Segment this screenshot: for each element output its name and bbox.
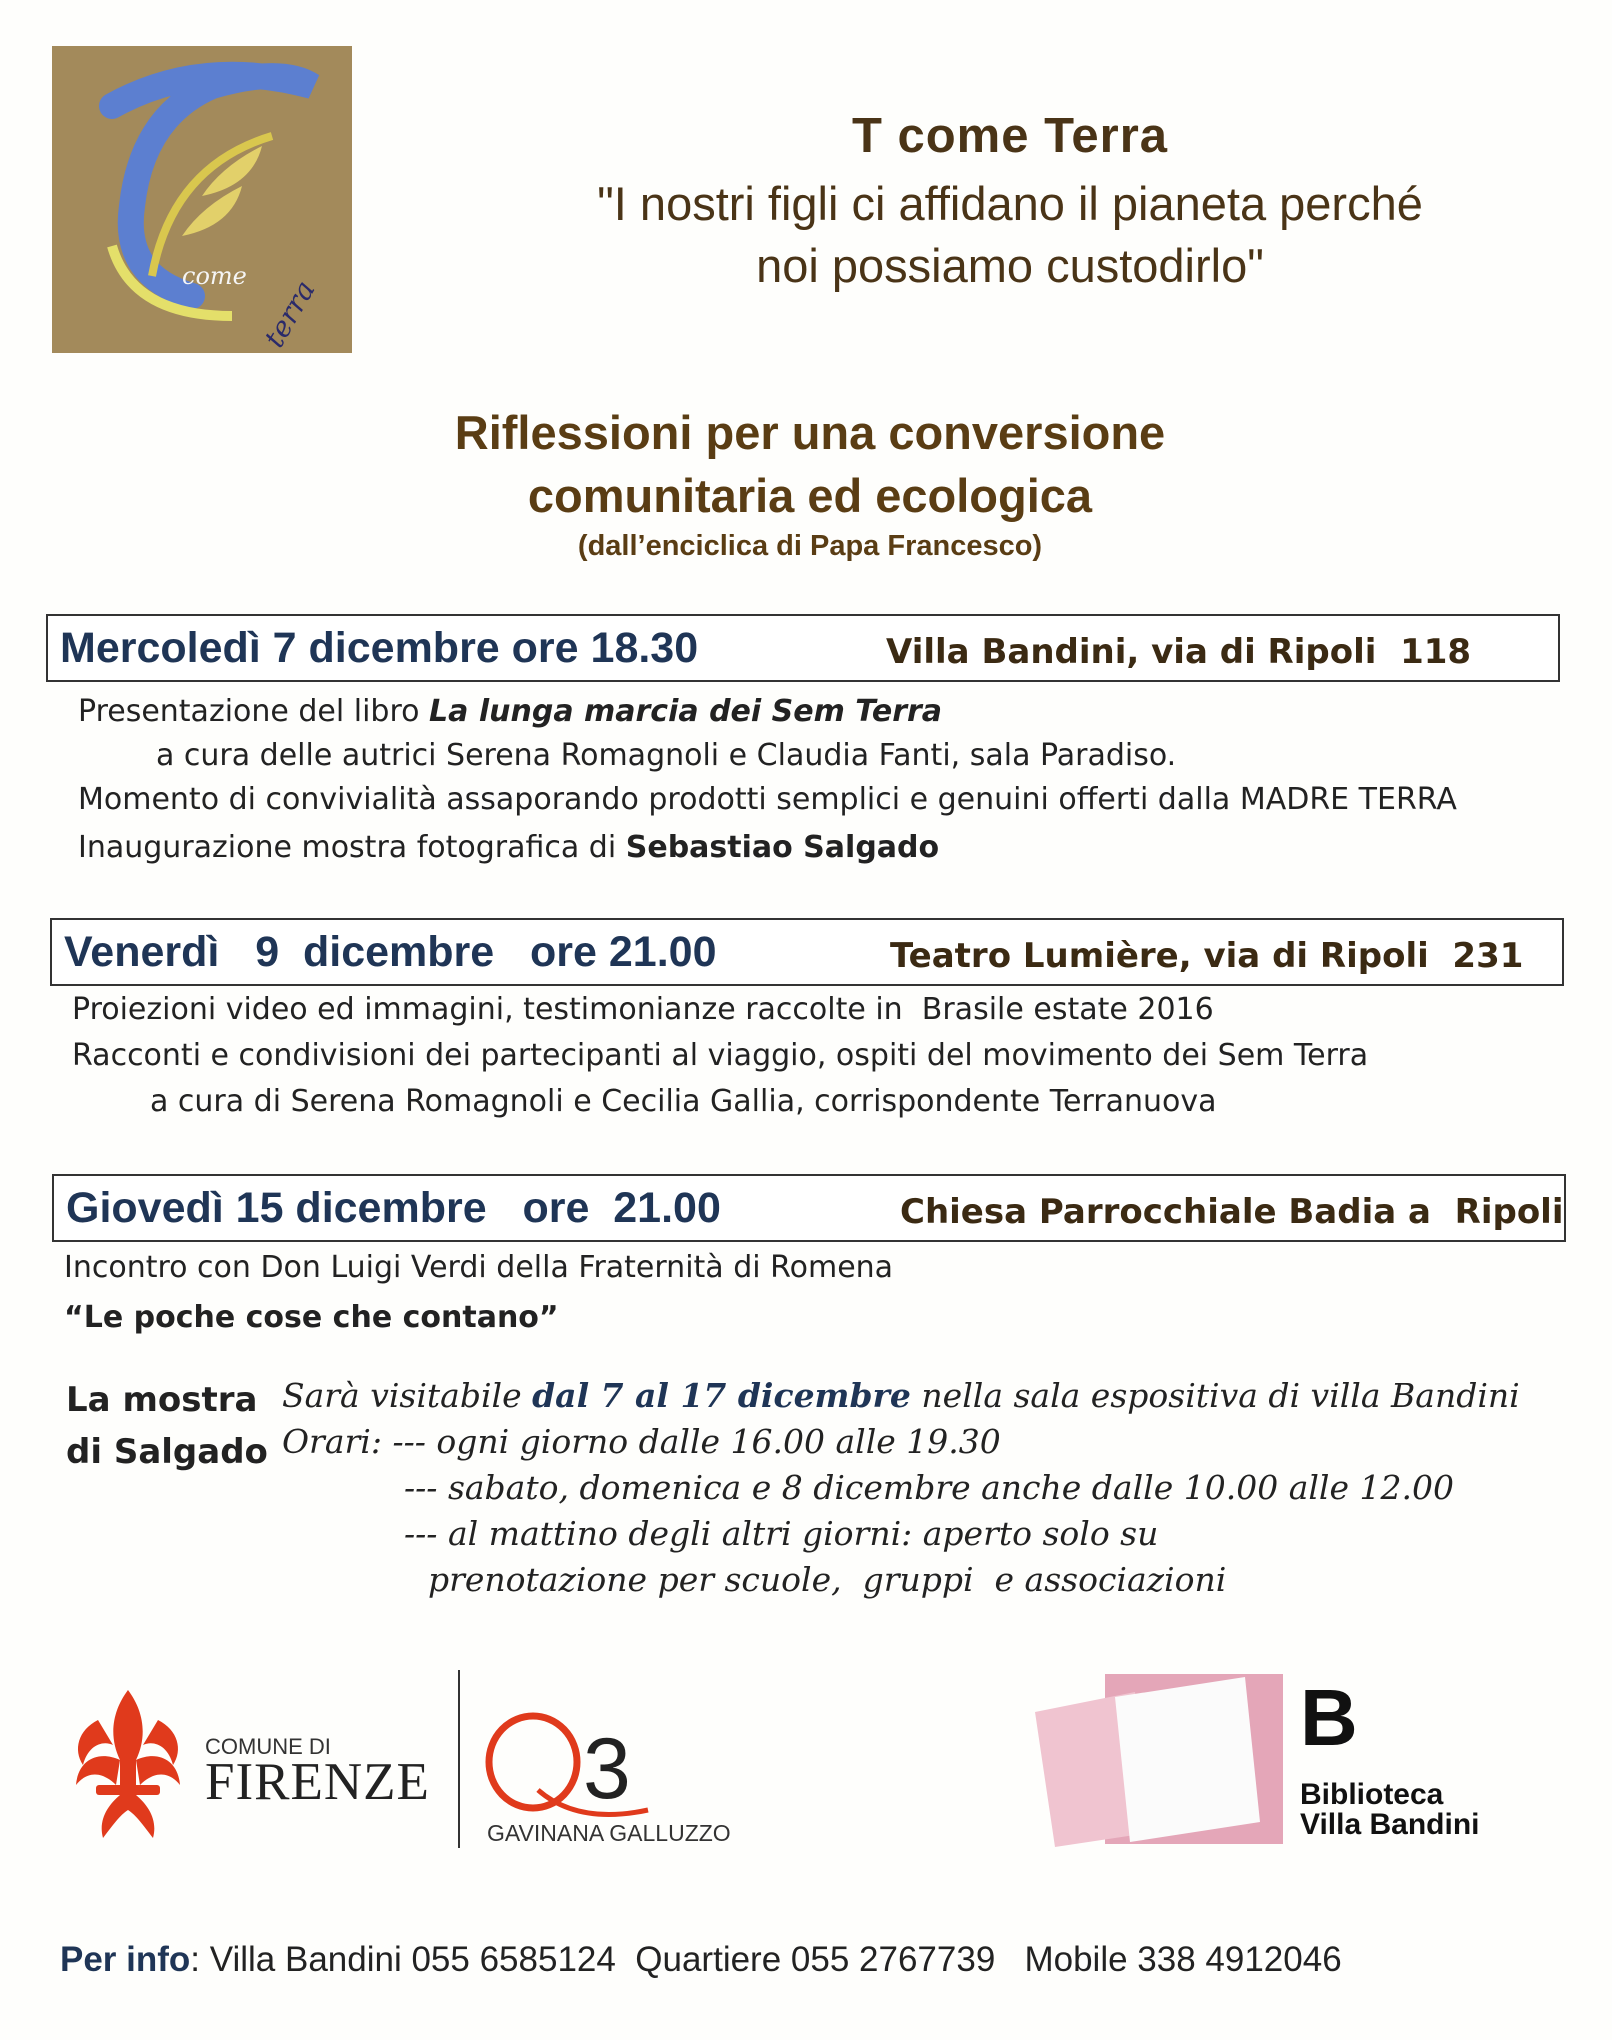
event-2-line-1: Proiezioni video ed immagini, testimonianze raccolte in Brasile estate 2016 (72, 992, 1214, 1027)
info-text: : Villa Bandini 055 6585124 Quartiere 055 2767739 Mobile 338 4912046 (190, 1940, 1342, 1979)
quote-line-2: noi possiamo custodirlo" (756, 239, 1264, 292)
comune-label: COMUNE DI (205, 1734, 331, 1759)
mostra-label-2: di Salgado (66, 1432, 268, 1472)
subtitle-line-3: (dall’enciclica di Papa Francesco) (577, 530, 1043, 562)
event-header-2 (50, 918, 1564, 986)
biblioteca-logo-shapes (1035, 1672, 1285, 1847)
info-line (60, 1940, 1342, 1980)
event-header-3 (52, 1174, 1566, 1242)
biblioteca-name-1: Biblioteca (1300, 1778, 1444, 1811)
event-1-line-3: Momento di convivialità assaporando prodotti semplici e genuini offerti dalla MADRE TERRA (78, 782, 1457, 817)
giglio-firenze-icon (68, 1690, 188, 1840)
event-2-line-2: Racconti e condivisioni dei partecipanti al viaggio, ospiti del movimento dei Sem Terra (72, 1038, 1369, 1073)
biblioteca-name-2: Villa Bandini (1300, 1808, 1480, 1841)
q3-subtitle: GAVINANA GALLUZZO (487, 1820, 731, 1846)
info-label: Per info (60, 1940, 191, 1979)
subtitle-line-1: Riflessioni per una conversione (454, 406, 1166, 459)
event-place: Chiesa Parrocchiale Badia a Ripoli (900, 1192, 1564, 1232)
quote-line-1: "I nostri figli ci affidano il pianeta perché (597, 177, 1423, 230)
event-3-line-1: Incontro con Don Luigi Verdi della Fraternità di Romena (64, 1250, 894, 1285)
event-date: Giovedì 15 dicembre ore 21.00 (66, 1184, 721, 1232)
subtitle-line-2: comunitaria ed ecologica (527, 469, 1093, 522)
event-1-line-4: Inaugurazione mostra fotografica di Sebastiao Salgado (78, 830, 940, 865)
mostra-line-5: prenotazione per scuole, gruppi e associazioni (428, 1560, 1227, 1599)
event-3-line-2: “Le poche cose che contano” (64, 1300, 559, 1335)
mostra-label-1: La mostra (66, 1380, 258, 1420)
event-1-line-2: a cura delle autrici Serena Romagnoli e Claudia Fanti, sala Paradiso. (156, 738, 1177, 773)
svg-text:come: come (182, 262, 247, 290)
event-2-line-3: a cura di Serena Romagnoli e Cecilia Gallia, corrispondente Terranuova (150, 1084, 1217, 1119)
mostra-line-2: Orari: --- ogni giorno dalle 16.00 alle 19.30 (282, 1422, 1001, 1461)
mostra-line-3: --- sabato, domenica e 8 dicembre anche dalle 10.00 alle 12.00 (404, 1468, 1454, 1507)
page-title: T come Terra (851, 109, 1169, 163)
svg-text:terra: terra (257, 274, 322, 353)
comune-name: FIRENZE (205, 1753, 430, 1811)
event-1-line-1: Presentazione del libro La lunga marcia dei Sem Terra (78, 694, 943, 729)
mostra-line-4: --- al mattino degli altri giorni: aperto solo su (404, 1514, 1159, 1553)
event-header-1 (46, 614, 1560, 682)
event-date: Venerdì 9 dicembre ore 21.00 (64, 928, 717, 976)
logo-divider (458, 1670, 460, 1848)
biblioteca-letter: B (1300, 1673, 1358, 1762)
mostra-line-1: Sarà visitabile dal 7 al 17 dicembre nella sala espositiva di villa Bandini (282, 1376, 1520, 1415)
q3-logo (478, 1710, 678, 1820)
event-place: Villa Bandini, via di Ripoli 118 (886, 632, 1472, 672)
svg-text:3: 3 (583, 1721, 631, 1817)
event-date: Mercoledì 7 dicembre ore 18.30 (60, 624, 699, 672)
event-place: Teatro Lumière, via di Ripoli 231 (890, 936, 1524, 976)
t-come-terra-logo (52, 46, 352, 353)
